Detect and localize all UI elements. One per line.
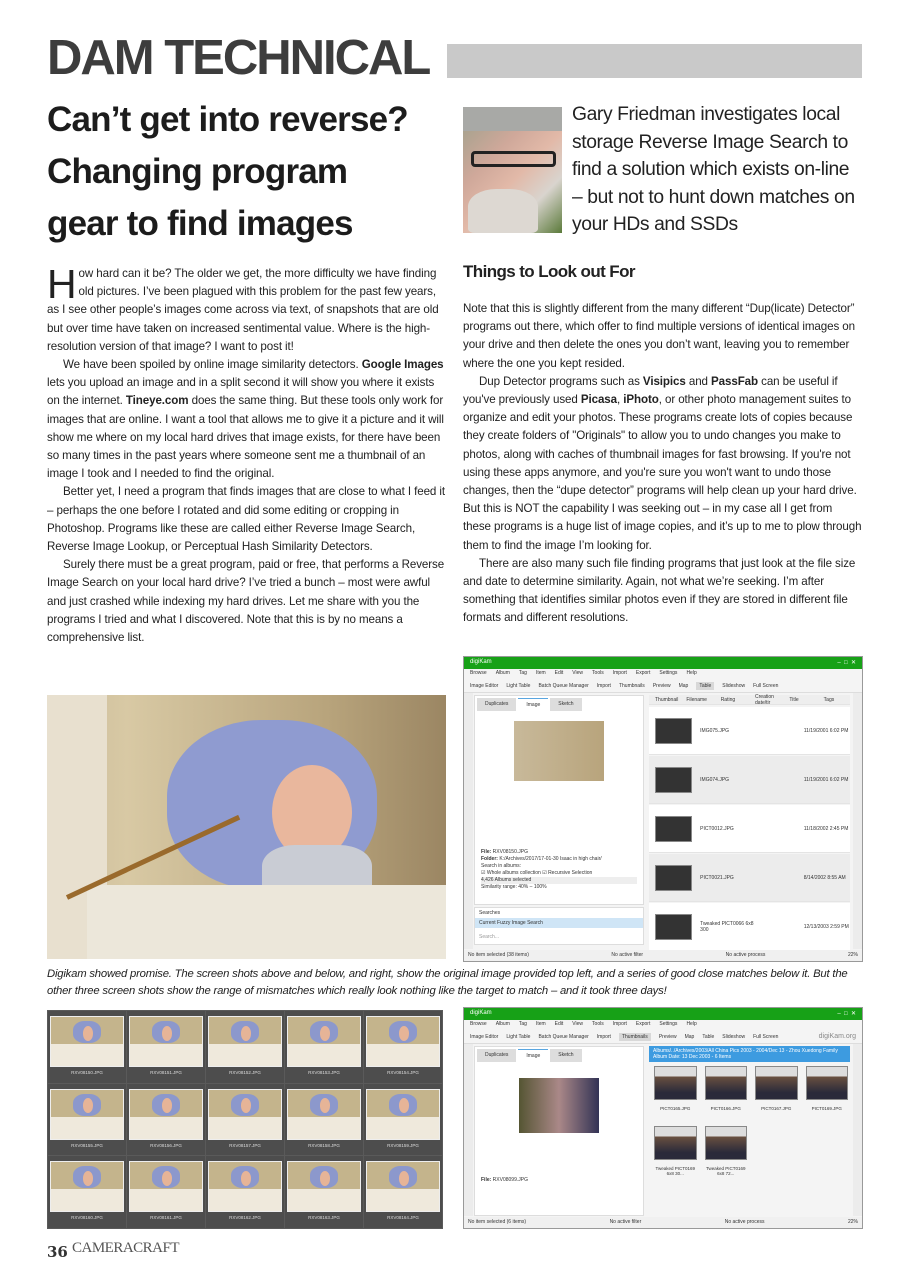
grid-thumbnail[interactable]	[206, 1011, 284, 1083]
filename: PICT0165.JPG	[660, 1106, 691, 1111]
zoom-level[interactable]: 22%	[847, 1219, 858, 1225]
saved-search[interactable]: Current Fuzzy Image Search	[475, 918, 643, 928]
toolbar-button[interactable]: Image Editor	[470, 1033, 499, 1040]
filename: Tweaked PICT0169 6x8 72...	[705, 1166, 746, 1176]
menu-item[interactable]: Tools	[592, 1021, 604, 1027]
menu-item[interactable]: Export	[635, 1021, 651, 1027]
thumbnail	[655, 718, 692, 744]
reference-image	[519, 1078, 599, 1133]
right-column-body	[463, 300, 863, 628]
bold-term: Tineye.com	[125, 394, 189, 408]
label: File:	[481, 849, 492, 855]
section-title: DAM TECHNICAL	[47, 31, 430, 85]
bold-term: Visipics	[642, 374, 686, 388]
window-title: digiKam	[470, 659, 492, 665]
menu-item[interactable]: Settings	[659, 670, 678, 676]
menu-item[interactable]: Item	[535, 1021, 546, 1027]
grid-thumbnail[interactable]	[127, 1084, 205, 1156]
right-sidebar	[853, 1044, 862, 1216]
filename: PICT0021.JPG	[700, 874, 734, 881]
filename: PICT0169.JPG	[811, 1106, 842, 1111]
menu-item[interactable]: Settings	[659, 1021, 678, 1027]
filename: PICT0012.JPG	[700, 825, 734, 832]
text-run: There are also many such file finding programs that just look at the file size and date to determine similarity. Again, not what we’re seeking. I’m after something that identifies similar photos even if they are stored in different file formats and different resolutions.	[463, 556, 856, 625]
thumbnail	[655, 816, 692, 842]
thumbnail-image	[366, 1161, 440, 1212]
checkbox-whole[interactable]: ☑	[481, 870, 486, 876]
brand-logo: digiKam.org	[818, 1033, 856, 1040]
menu-item[interactable]: Browse	[470, 1021, 487, 1027]
filename: IMG075.JPG	[700, 727, 730, 734]
column-header[interactable]: Creation date/tir	[755, 693, 774, 706]
filename: RXV08160.JPG	[71, 1215, 103, 1221]
grid-thumbnail[interactable]	[285, 1156, 363, 1228]
bold-term: PassFab	[711, 374, 759, 388]
menu-item[interactable]: Browse	[470, 670, 487, 676]
toolbar-button[interactable]: Batch Queue Manager	[538, 682, 589, 689]
filename: PICT0166.JPG	[710, 1106, 741, 1111]
similarity-panel: Duplicates Image Sketch File: RXV08150.JPG Folder: K:/Archives/2017/17-01-30 Isaac in high chair/ Search in albums: ☑ Whole albums collection ☑ Recursive Selection 4,426 Albums selected Similarity range: 40% – 100%	[474, 695, 644, 905]
subheading: Things to Look out For	[463, 262, 635, 281]
right-sidebar	[853, 693, 862, 949]
table-row[interactable]	[649, 903, 850, 951]
thumbnail-image	[129, 1089, 203, 1140]
magazine-logo: CAMERACRAFT	[72, 1240, 180, 1256]
status-text: No item selected (6 items)	[468, 1219, 527, 1225]
table-row[interactable]	[649, 805, 850, 853]
status-filter: No active filter	[611, 952, 644, 958]
thumbnail-image	[366, 1089, 440, 1140]
text-run: Note that this is slightly different from the many different “Dup(licate) Detector” programs out there, which offer to find multiple versions of identical images on your drive and then delete the ones you don’t want, leaving you to remember where the one you kept resided.	[463, 302, 855, 370]
filename: RXV08150.JPG	[71, 1070, 103, 1075]
label: Search in albums:	[481, 863, 522, 869]
creation-date: 8/14/2002 8:55 AM	[803, 874, 846, 881]
menu-item[interactable]: Album	[495, 670, 510, 676]
digikam-screenshot-table	[463, 656, 863, 962]
status-bar	[464, 1217, 862, 1228]
status-filter: No active filter	[609, 1219, 642, 1225]
filename: RXV08163.JPG	[308, 1215, 340, 1221]
toolbar-button[interactable]: Thumbnails	[619, 1033, 651, 1041]
menu-item[interactable]: Help	[686, 670, 697, 676]
thumbnail	[654, 1066, 697, 1100]
section-bar	[447, 44, 862, 78]
toolbar-button[interactable]: Preview	[652, 682, 671, 689]
tab-strip	[475, 1047, 643, 1064]
creation-date: 11/19/2001 6:02 PM	[803, 727, 849, 734]
menu-item[interactable]: Edit	[554, 670, 564, 676]
thumbnail	[705, 1066, 748, 1100]
search-input[interactable]: Search...	[479, 934, 500, 940]
filename: RXV08162.JPG	[229, 1215, 261, 1221]
text-run: We have been spoiled by online image similarity detectors.	[63, 358, 362, 372]
status-process: No active process	[725, 952, 766, 958]
left-sidebar	[464, 1044, 473, 1216]
toolbar-button[interactable]: Full Screen	[753, 682, 779, 689]
tab[interactable]: Image	[518, 698, 548, 711]
text-run: ,	[617, 393, 624, 407]
text-run: can be useful if you've previously used	[463, 374, 838, 407]
thumbnail-image	[208, 1089, 282, 1140]
toolbar-button[interactable]: Image Editor	[470, 682, 499, 689]
menu-item[interactable]: Help	[686, 1021, 697, 1027]
grid-thumbnail[interactable]	[48, 1156, 126, 1228]
text-run: Better yet, I need a program that finds images that are close to what I feed it – perhaps the one before I rotated and did some editing or cropping in Photoshop. Programs like these are called either Reverse Image Search, Reverse Image Lookup, or Perceptual Hash Similarity Detectors.	[47, 485, 445, 554]
menu-item[interactable]: Tag	[518, 1021, 527, 1027]
menu-bar	[464, 1020, 862, 1030]
paragraph	[463, 300, 863, 373]
creation-date: 11/19/2001 6:02 PM	[803, 776, 849, 783]
status-process: No active process	[724, 1219, 765, 1225]
thumbnail	[655, 914, 692, 940]
thumbnail-image	[287, 1161, 361, 1212]
menu-item[interactable]: Tag	[518, 670, 527, 676]
paragraph	[47, 261, 445, 356]
grid-thumbnail[interactable]	[285, 1011, 363, 1083]
thumbnail-item[interactable]	[705, 1126, 748, 1180]
column-header[interactable]: Rating	[720, 696, 736, 703]
similarity-min[interactable]: 40%	[518, 884, 529, 890]
tab[interactable]: Sketch	[550, 1049, 581, 1062]
toolbar-button[interactable]: Thumbnails	[618, 682, 645, 689]
filename: RXV08152.JPG	[229, 1070, 261, 1075]
grid-thumbnail[interactable]	[364, 1084, 442, 1156]
grid-thumbnail[interactable]	[127, 1156, 205, 1228]
label: Folder:	[481, 856, 498, 862]
title-bar	[464, 657, 862, 669]
drop-cap: H	[47, 261, 77, 307]
paragraph	[47, 556, 445, 647]
menu-bar	[464, 669, 862, 679]
tab[interactable]: Image	[518, 1049, 548, 1062]
toolbar	[464, 1030, 862, 1044]
zoom-level[interactable]: 22%	[847, 952, 858, 958]
filename: Tweaked PICT0169 6x8 30...	[655, 1166, 696, 1176]
album-header	[649, 1046, 850, 1062]
window-controls-icon: – □ ✕	[837, 660, 856, 666]
text-run: lets you upload an image and in a split second it will show you where it exists on the internet.	[47, 376, 435, 408]
digikam-screenshot-thumbnails	[463, 1007, 863, 1229]
menu-item[interactable]: View	[572, 1021, 584, 1027]
column-header[interactable]: Tags	[823, 696, 835, 703]
thumbnail-image	[366, 1016, 440, 1067]
thumbnail-item[interactable]	[806, 1066, 849, 1120]
toolbar-button[interactable]: Full Screen	[753, 1033, 779, 1040]
album-path: Albums/../Archives/2003/All China Pics 2003 - 2004/Dec 13 - Zhou Xuedong Family	[653, 1048, 838, 1054]
searches-header: Searches	[479, 910, 501, 916]
table-row[interactable]	[649, 707, 850, 755]
menu-item[interactable]: View	[572, 670, 584, 676]
baby-photo	[47, 695, 446, 959]
page-number: 36	[47, 1243, 68, 1261]
paragraph	[463, 373, 863, 555]
grid-thumbnail[interactable]	[364, 1156, 442, 1228]
filename: RXV08161.JPG	[150, 1215, 182, 1221]
window-title: digiKam	[470, 1010, 492, 1016]
grid-thumbnail[interactable]	[48, 1011, 126, 1083]
bold-term: iPhoto	[623, 393, 659, 407]
bold-term: Picasa	[580, 393, 618, 407]
filename: RXV08153.JPG	[308, 1070, 340, 1075]
window-controls-icon: – □ ✕	[837, 1011, 856, 1017]
toolbar-button[interactable]: Table	[702, 1033, 715, 1040]
reference-image	[514, 721, 604, 781]
thumbnail-image	[287, 1089, 361, 1140]
label: File:	[481, 1177, 492, 1183]
filename: RXV08164.JPG	[387, 1215, 419, 1221]
menu-item[interactable]: Item	[535, 670, 546, 676]
paragraph	[463, 555, 863, 628]
toolbar-button[interactable]: Preview	[658, 1033, 677, 1040]
similarity-max[interactable]: 100%	[533, 884, 547, 890]
status-bar	[464, 950, 862, 961]
filename: RXV08154.JPG	[387, 1070, 419, 1075]
tab-strip	[475, 696, 643, 713]
toolbar-button[interactable]: Table	[696, 682, 714, 690]
table-header	[649, 695, 850, 705]
left-column-body	[47, 261, 445, 647]
thumbnail-image	[50, 1161, 124, 1212]
albums-select[interactable]: 4,426 Albums selected	[481, 877, 637, 884]
filename: Tweaked PICT0066 6x8 300	[700, 920, 754, 933]
thumbnail-item[interactable]	[654, 1126, 697, 1180]
filename: IMG074.JPG	[700, 776, 730, 783]
tab[interactable]: Duplicates	[477, 1049, 516, 1062]
thumbnail-image	[208, 1161, 282, 1212]
toolbar-button[interactable]: Slideshow	[722, 682, 746, 689]
tab[interactable]: Sketch	[550, 698, 581, 711]
thumbnail-image	[129, 1161, 203, 1212]
thumbnail-image	[287, 1016, 361, 1067]
text-run: ow hard can it be? The older we get, the more difficulty we have finding old pictures. I’ve been plagued with this problem for the past few years, as I see other people’s images come across via text, of snapshots that are old but over time have taken on increased sentimental value. Where is the high-resolution version of that image? I want to post it!	[47, 267, 439, 353]
menu-item[interactable]: Tools	[592, 670, 604, 676]
headline-line: Changing program	[47, 152, 348, 191]
filename: RXV08155.JPG	[71, 1142, 103, 1148]
column-header[interactable]: Thumbnail	[655, 696, 679, 703]
thumbnail	[655, 865, 692, 891]
thumbnail-image	[208, 1016, 282, 1067]
text-run: Surely there must be a great program, paid or free, that performs a Reverse Image Search on your local hard drive? I’ve tried a bunch – most were awful and just crashed while indexing my hard drives. Let me share with you the programs I tried and what I discovered. Note that this is by no means a comprehensive list.	[47, 558, 445, 645]
filename: RXV08151.JPG	[150, 1070, 182, 1075]
creation-date: 11/18/2002 2:45 PM	[803, 825, 849, 832]
thumbnail-item[interactable]	[705, 1066, 748, 1120]
menu-item[interactable]: Export	[635, 670, 651, 676]
column-header[interactable]: Title	[789, 696, 799, 703]
filename: PICT0167.JPG	[761, 1106, 792, 1111]
folder-value: K:/Archives/2017/17-01-30 Isaac in high chair/	[499, 856, 602, 862]
bold-term: Google Images	[361, 358, 444, 372]
thumbnail	[705, 1126, 748, 1160]
filename: RXV08158.JPG	[308, 1142, 340, 1148]
label: Recursive Selection	[548, 870, 593, 876]
toolbar-button[interactable]: Batch Queue Manager	[538, 1033, 589, 1040]
similarity-panel	[474, 1046, 644, 1216]
file-value: RXV08099.JPG	[492, 1177, 528, 1183]
paragraph	[47, 356, 445, 483]
file-value: RXV08150.JPG	[492, 849, 528, 855]
photo-caption: Digikam showed promise. The screen shots above and below, and right, show the original image provided top left, and a series of good close matches below it. But the other three screen shots show the range of mismatches which really look nothing like the target to match – and it took three days!	[47, 968, 848, 997]
filename: RXV08157.JPG	[229, 1142, 261, 1148]
headline-line: gear to find images	[47, 204, 353, 243]
toolbar-button[interactable]: Slideshow	[722, 1033, 746, 1040]
status-text: No item selected (38 items)	[468, 952, 529, 958]
text-run: does the same thing. But these tools only work for images that are online. I want a tool that allows me to give it a picture and it will show me where on my local hard drives that image exists, for there have been so many times in the past years where someone sent me a thumbnail of an image I took and I needed to find the original.	[47, 394, 444, 481]
toolbar-button[interactable]: Import	[596, 1033, 611, 1040]
thumbnail-image	[129, 1016, 203, 1067]
menu-item[interactable]: Import	[612, 670, 627, 676]
grid-thumbnail[interactable]	[285, 1084, 363, 1156]
column-header[interactable]: Filename	[686, 696, 707, 703]
tab[interactable]: Duplicates	[477, 698, 516, 711]
table-row[interactable]	[649, 854, 850, 902]
text-run: and	[685, 374, 712, 388]
searches-panel	[474, 907, 644, 945]
label: Whole albums collection	[486, 870, 541, 876]
toolbar-button[interactable]: Import	[596, 682, 611, 689]
grid-thumbnail[interactable]	[206, 1156, 284, 1228]
thumbnail-item[interactable]	[654, 1066, 697, 1120]
grid-thumbnail[interactable]	[48, 1084, 126, 1156]
grid-thumbnail[interactable]	[364, 1011, 442, 1083]
thumbnail	[806, 1066, 849, 1100]
grid-thumbnail[interactable]	[127, 1011, 205, 1083]
filename: RXV08159.JPG	[387, 1142, 419, 1148]
menu-item[interactable]: Edit	[554, 1021, 564, 1027]
title-bar	[464, 1008, 862, 1020]
left-sidebar	[464, 693, 473, 949]
thumbnail	[755, 1066, 798, 1100]
thumbnail-grid	[47, 1010, 443, 1229]
table-row[interactable]	[649, 756, 850, 804]
album-date: Album Date: 13 Dec 2003 - 6 Items	[653, 1054, 732, 1060]
grid-thumbnail[interactable]	[206, 1084, 284, 1156]
creation-date: 12/13/2003 2:59 PM	[803, 923, 849, 930]
checkbox-recursive[interactable]: ☑	[542, 870, 547, 876]
text-run: , or other photo management suites to organize and edit your photos. These programs create lots of copies because they create folders of "Originals" to allow you to undo changes you make to photos, along with caches of thumbnail images for fast browsing. If you're not using these apps anymore, and you're sure you won't want to undo those changes, then the “dupe detector” programs will help clean up your hard drive. But this is NOT the capability I was seeking out – in my case all I get from these programs is a huge list of image copies, and it’s up to me to plow through them to find the image I’m looking for.	[463, 393, 862, 552]
text-run: Dup Detector programs such as	[479, 374, 643, 388]
paragraph	[47, 483, 445, 556]
thumbnail	[655, 767, 692, 793]
standfirst: Gary Friedman investigates local storage Reverse Image Search to find a solution which exists on-line – but not to hunt down matches on your HDs and SSDs	[572, 104, 855, 235]
thumbnail	[654, 1126, 697, 1160]
menu-item[interactable]: Album	[495, 1021, 510, 1027]
thumbnail-image	[50, 1016, 124, 1067]
thumbnail-image	[50, 1089, 124, 1140]
toolbar-button[interactable]: Light Table	[506, 1033, 531, 1040]
author-portrait	[463, 107, 562, 233]
toolbar	[464, 679, 862, 693]
menu-item[interactable]: Import	[612, 1021, 627, 1027]
toolbar-button[interactable]: Light Table	[506, 682, 531, 689]
toolbar-button[interactable]: Map	[684, 1033, 695, 1040]
toolbar-button[interactable]: Map	[678, 682, 689, 689]
thumbnail-item[interactable]	[755, 1066, 798, 1120]
label: Similarity range:	[481, 884, 517, 890]
headline-line: Can’t get into reverse?	[47, 100, 408, 139]
headline	[47, 94, 447, 250]
filename: RXV08156.JPG	[150, 1142, 182, 1148]
